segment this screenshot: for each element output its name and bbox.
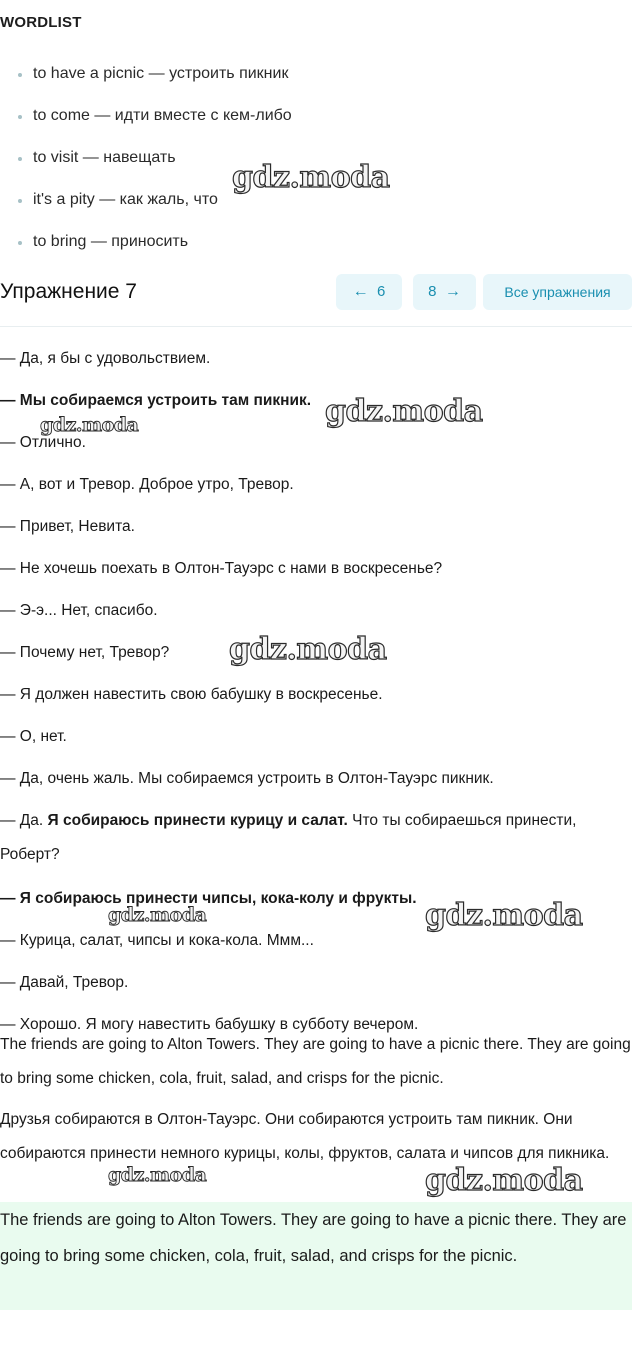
dialog-line-bold: — Мы собираемся устроить там пикник.	[0, 392, 312, 409]
wordlist-item: to come — идти вместе с кем-либо	[18, 102, 292, 144]
arrow-right-icon: →	[444, 283, 461, 300]
dialog-line: — Привет, Невита.	[0, 518, 135, 535]
dialog-line	[0, 380, 632, 422]
watermark-logo: gdz.moda	[425, 1163, 583, 1198]
wordlist	[18, 60, 292, 270]
dialog-line	[0, 878, 632, 920]
dialog-line-bold: — Я собираюсь принести чипсы, кока-колу и фрукты.	[0, 890, 417, 907]
next-exercise-label: 8	[428, 283, 437, 300]
watermark-logo: gdz.moda	[229, 632, 387, 667]
watermark-logo: gdz.moda	[40, 414, 139, 436]
dialog-line: — Курица, салат, чипсы и кока-кола. Ммм...	[0, 932, 314, 949]
prev-exercise-label: 6	[377, 283, 386, 300]
dialog-line: — Да, очень жаль. Мы собираемся устроить в Олтон-Тауэрс пикник.	[0, 770, 494, 787]
dialog-line-bold: Я собираюсь принести курицу и салат.	[47, 812, 348, 829]
dialog-line	[0, 800, 620, 878]
dialog-line: — Давай, Тревор.	[0, 974, 129, 991]
dialog-line: — Почему нет, Тревор?	[0, 644, 170, 661]
exercise-header	[0, 270, 632, 327]
prev-exercise-button[interactable]	[336, 274, 402, 310]
dialog	[0, 338, 632, 1046]
wordlist-title: WORDLIST	[0, 14, 82, 31]
watermark-logo: gdz.moda	[232, 160, 390, 195]
next-exercise-button[interactable]	[413, 274, 476, 310]
dialog-line: — Я должен навестить свою бабушку в воскресенье.	[0, 686, 383, 703]
watermark-logo: gdz.moda	[325, 394, 483, 429]
dialog-line: — Да, я бы с удовольствием.	[0, 350, 211, 367]
dialog-line: — Не хочешь поехать в Олтон-Тауэрс с нами в воскресенье?	[0, 560, 443, 577]
dialog-line-rest: Что ты собираешься принести, Роберт?	[0, 812, 577, 863]
dialog-line-prefix: — Да.	[0, 812, 44, 829]
dialog-line: — Э-э... Нет, спасибо.	[0, 602, 158, 619]
answer-box: The friends are going to Alton Towers. They are going to have a picnic there. They are going to bring some chicken, cola, fruit, salad, and crisps for the picnic.	[0, 1202, 632, 1310]
dialog-line: — А, вот и Тревор. Доброе утро, Тревор.	[0, 476, 294, 493]
dialog-line: — Хорошо. Я могу навестить бабушку в субботу вечером.	[0, 1016, 419, 1033]
watermark-logo: gdz.moda	[108, 1164, 207, 1186]
watermark-logo: gdz.moda	[108, 904, 207, 926]
all-exercises-button[interactable]: Все упражнения	[483, 274, 632, 310]
summary-russian: Друзья собираются в Олтон-Тауэрс. Они собираются устроить там пикник. Они собираются принести немного курицы, колы, фруктов, салата и чипсов для пикника.	[0, 1111, 610, 1162]
watermark-logo: gdz.moda	[425, 898, 583, 933]
dialog-line: — Отлично.	[0, 434, 86, 451]
wordlist-item: to bring — приносить	[18, 228, 292, 270]
arrow-left-icon: ←	[352, 283, 369, 300]
summary-english: The friends are going to Alton Towers. They are going to have a picnic there. They are going to bring some chicken, cola, fruit, salad, and crisps for the picnic.	[0, 1036, 631, 1087]
dialog-line: — О, нет.	[0, 728, 67, 745]
exercise-title: Упражнение 7	[0, 280, 137, 303]
wordlist-item: to visit — навещать	[18, 144, 292, 186]
wordlist-item: it's a pity — как жаль, что	[18, 186, 292, 228]
wordlist-item: to have a picnic — устроить пикник	[18, 60, 292, 102]
